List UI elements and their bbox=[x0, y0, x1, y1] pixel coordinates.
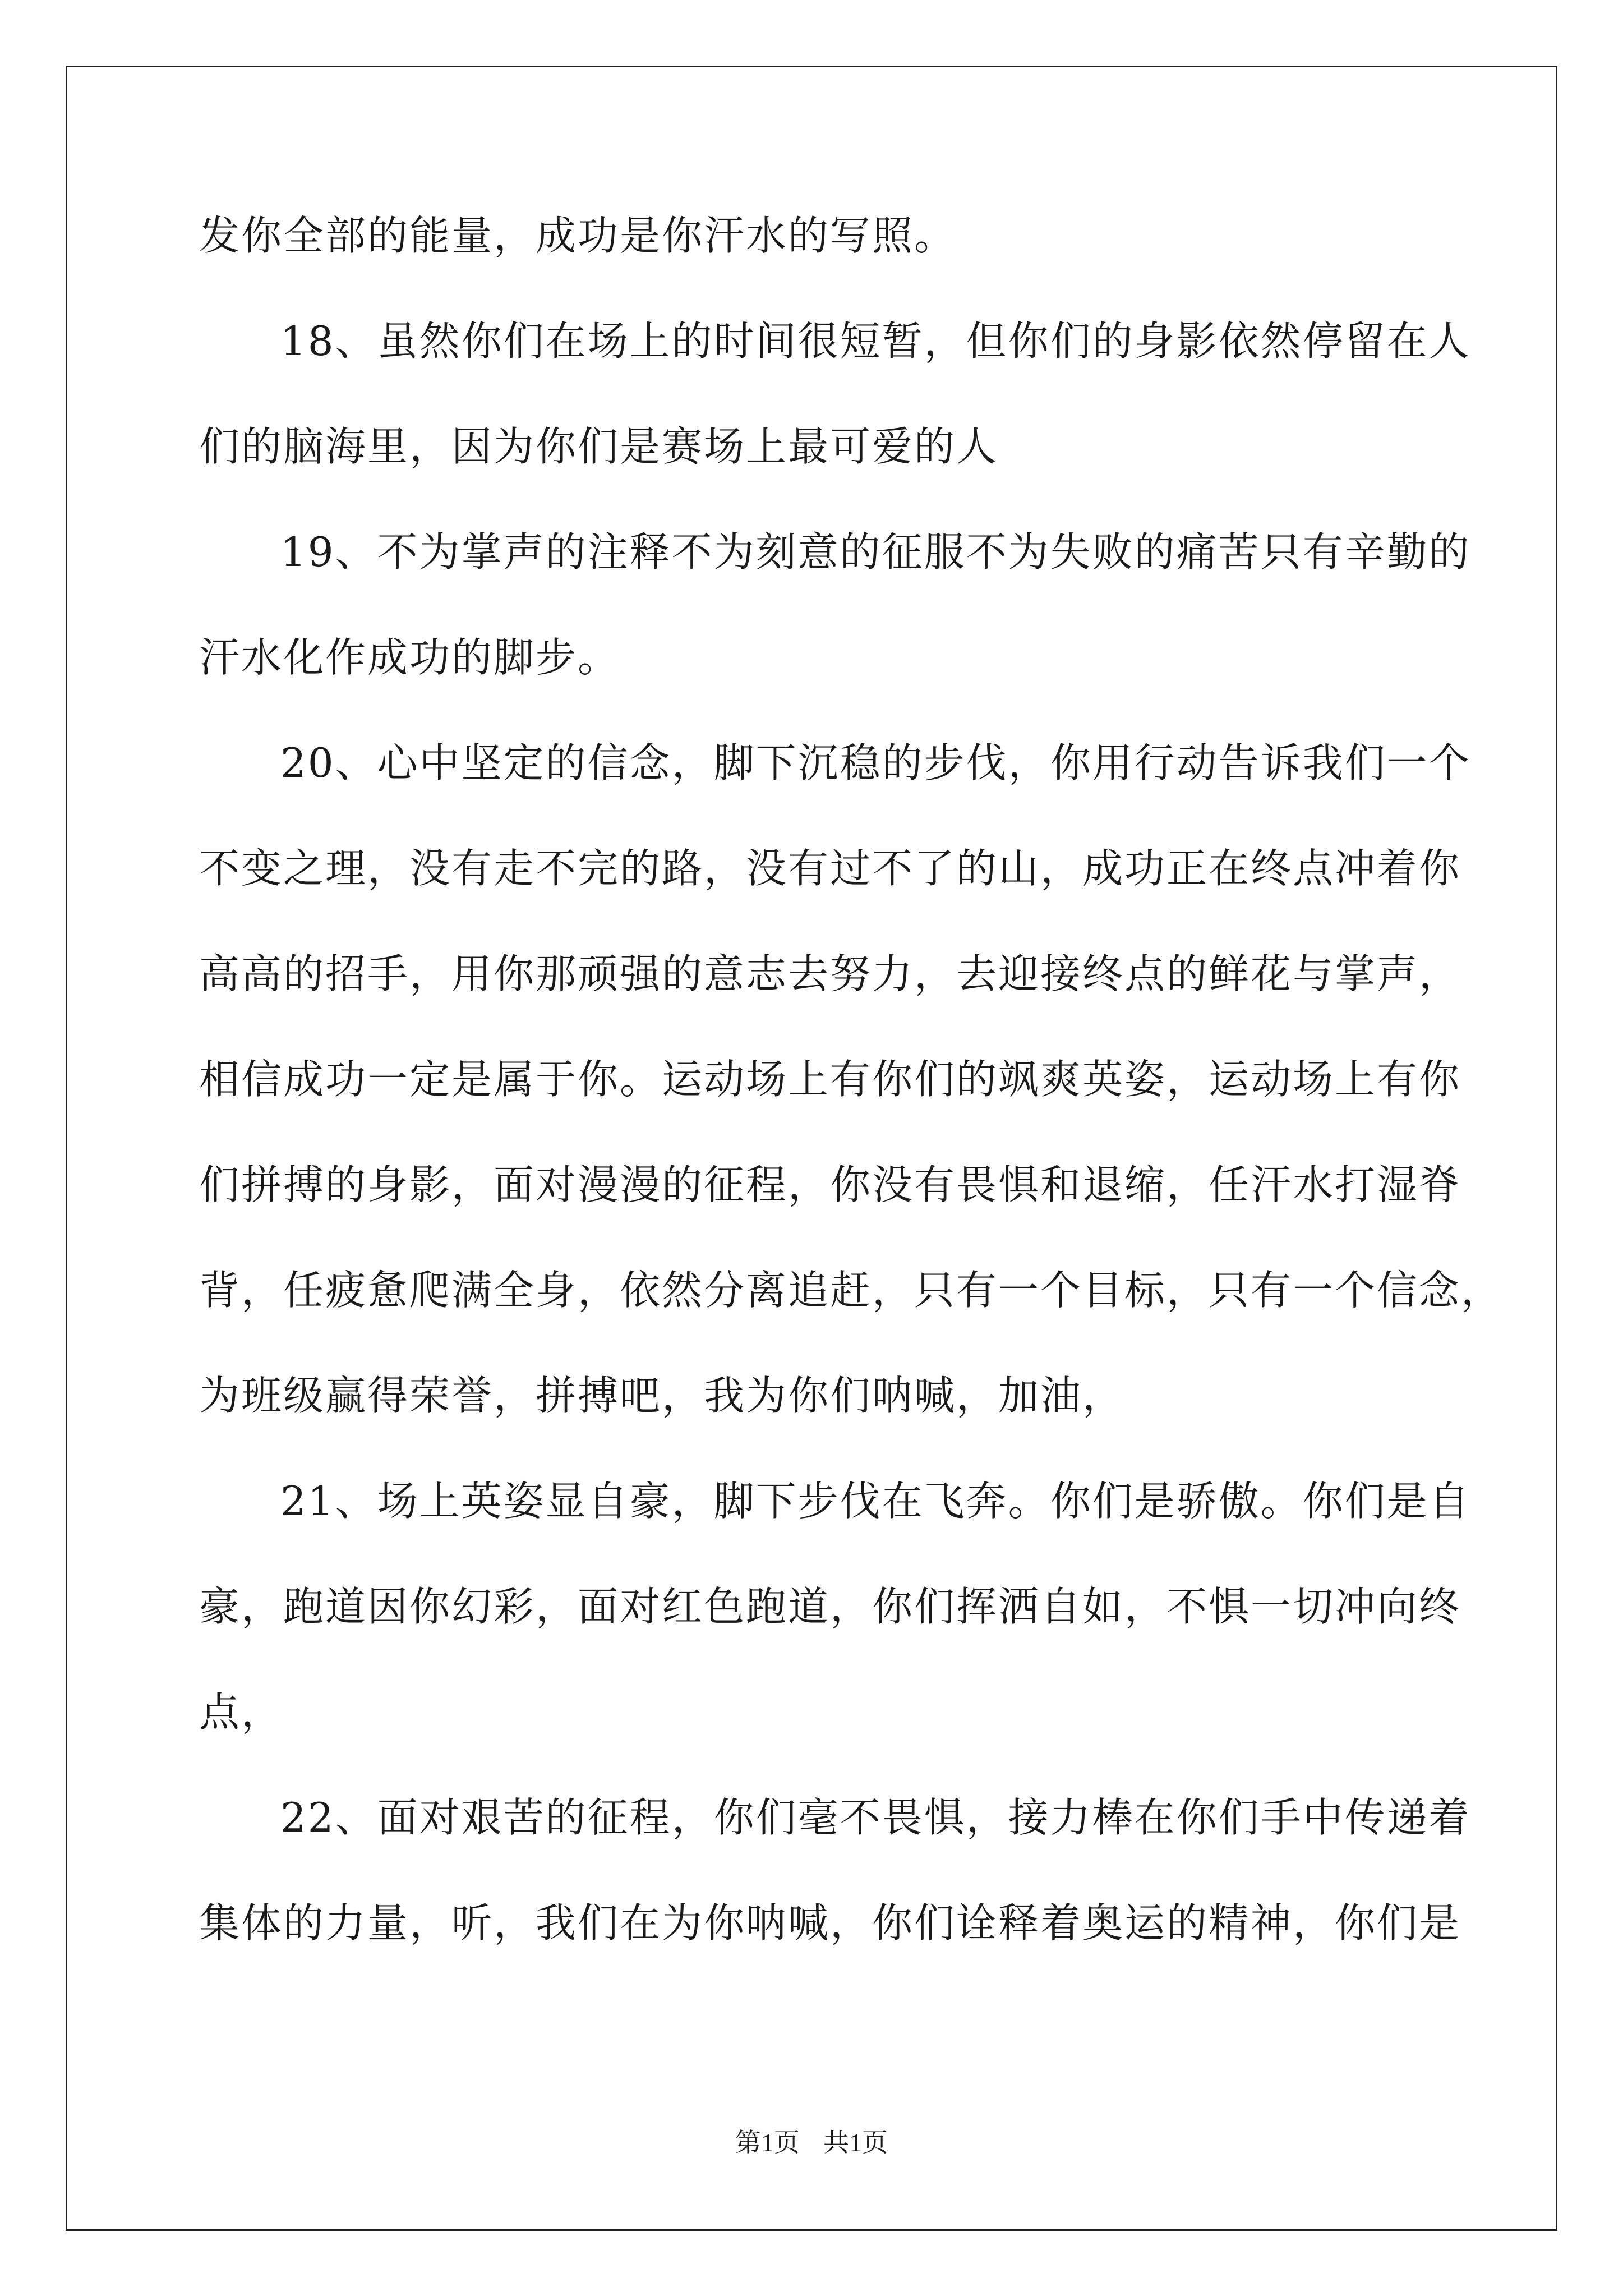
page-total: 共1页 bbox=[823, 2128, 888, 2157]
page-footer bbox=[0, 2126, 1623, 2160]
text-line: 集体的力量，听，我们在为你呐喊，你们诠释着奥运的精神，你们是 bbox=[199, 1899, 1461, 1947]
text-line: 们拼搏的身影，面对漫漫的征程，你没有畏惧和退缩，任汗水打湿脊 bbox=[199, 1161, 1461, 1208]
text-line: 18、虽然你们在场上的时间很短暂，但你们的身影依然停留在人 bbox=[280, 318, 1471, 365]
text-line: 背，任疲惫爬满全身，依然分离追赶，只有一个目标，只有一个信念， bbox=[199, 1267, 1504, 1314]
text-line: 20、心中坚定的信念，脚下沉稳的步伐，你用行动告诉我们一个 bbox=[280, 739, 1471, 786]
text-line: 相信成功一定是属于你。运动场上有你们的飒爽英姿，运动场上有你 bbox=[199, 1056, 1461, 1103]
text-line: 发你全部的能量，成功是你汗水的写照。 bbox=[199, 212, 957, 259]
text-line: 22、面对艰苦的征程，你们毫不畏惧，接力棒在你们手中传递着 bbox=[280, 1794, 1471, 1841]
text-line: 点， bbox=[199, 1688, 284, 1736]
text-line: 不变之理，没有走不完的路，没有过不了的山，成功正在终点冲着你 bbox=[199, 845, 1461, 892]
text-line: 21、场上英姿显自豪，脚下步伐在飞奔。你们是骄傲。你们是自 bbox=[280, 1478, 1471, 1525]
text-line: 豪，跑道因你幻彩，面对红色跑道，你们挥洒自如，不惧一切冲向终 bbox=[199, 1583, 1461, 1630]
text-line: 汗水化作成功的脚步。 bbox=[199, 634, 620, 681]
text-line: 们的脑海里，因为你们是赛场上最可爱的人 bbox=[199, 423, 999, 470]
page-number: 第1页 bbox=[735, 2128, 800, 2157]
text-line: 为班级赢得荣誉，拼搏吧，我为你们呐喊，加油， bbox=[199, 1372, 1125, 1419]
text-line: 19、不为掌声的注释不为刻意的征服不为失败的痛苦只有辛勤的 bbox=[280, 528, 1471, 576]
text-line: 高高的招手，用你那顽强的意志去努力，去迎接终点的鲜花与掌声， bbox=[199, 950, 1461, 997]
